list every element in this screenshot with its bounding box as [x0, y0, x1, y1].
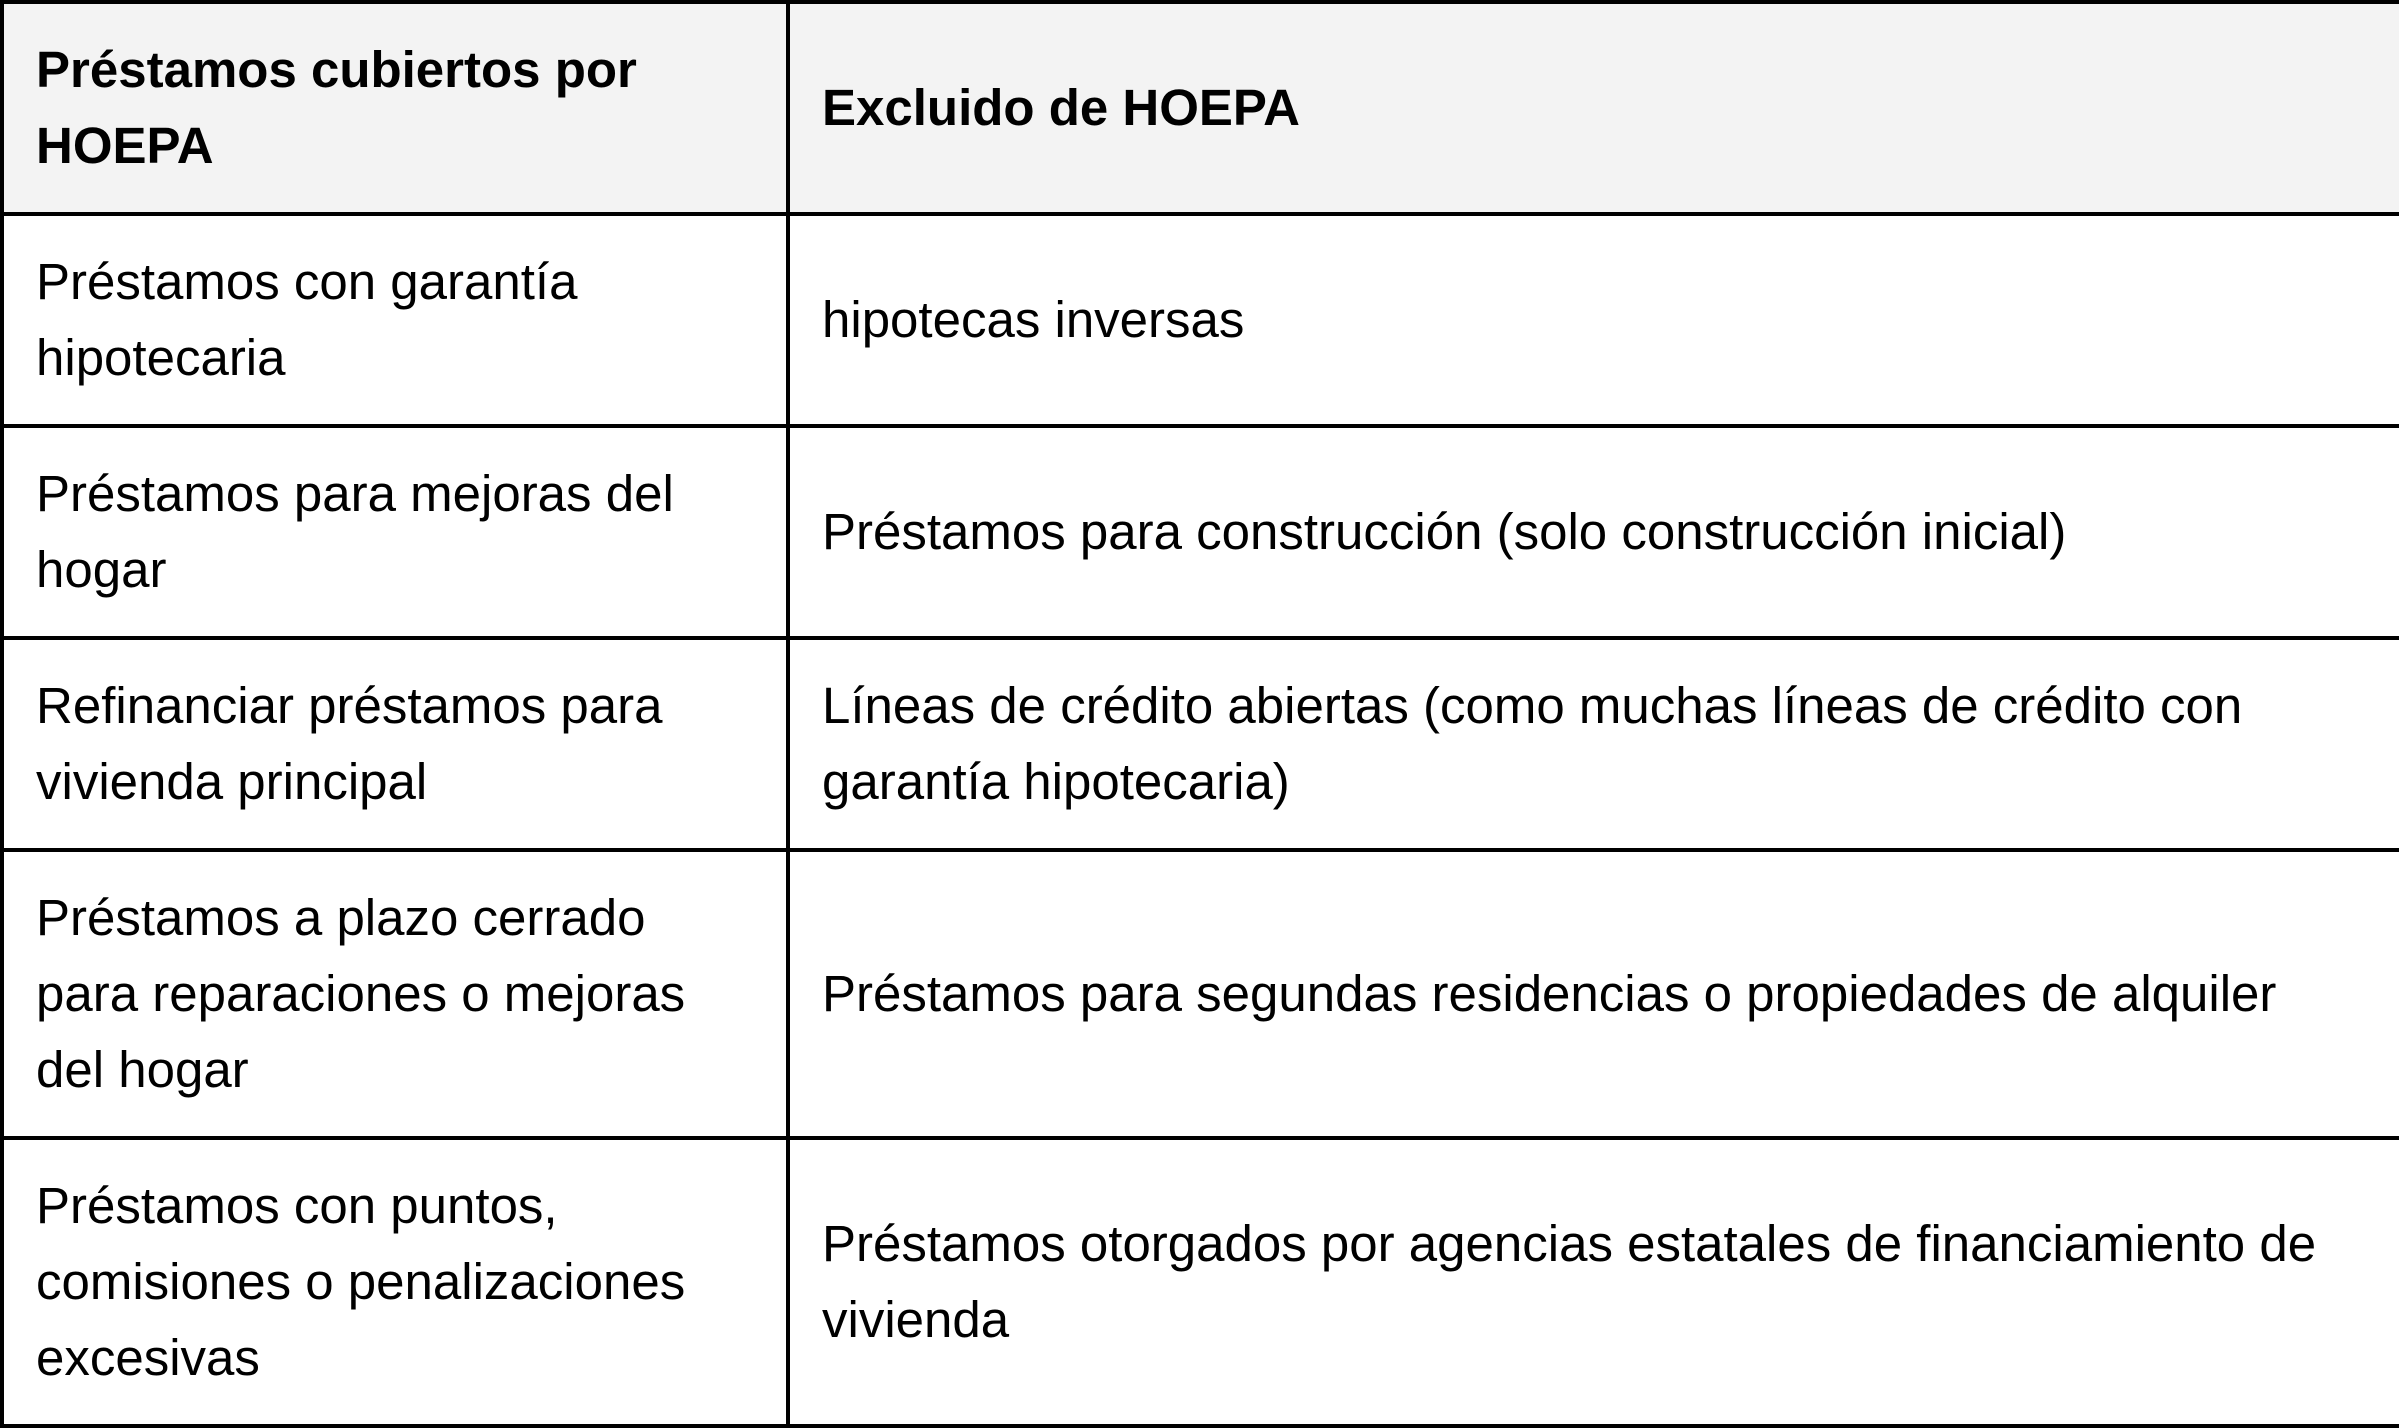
- covered-cell: Refinanciar préstamos para vivienda principal: [2, 638, 788, 850]
- excluded-cell: Préstamos otorgados por agencias estatales de financiamiento de vivienda: [788, 1138, 2399, 1426]
- excluded-cell: Préstamos para segundas residencias o propiedades de alquiler: [788, 850, 2399, 1138]
- header-excluded-loans: Excluido de HOEPA: [788, 2, 2399, 214]
- table-row: [2, 638, 2399, 850]
- table-header: [2, 2, 2399, 214]
- excluded-cell: Líneas de crédito abiertas (como muchas líneas de crédito con garantía hipotecaria): [788, 638, 2399, 850]
- excluded-cell: Préstamos para construcción (solo construcción inicial): [788, 426, 2399, 638]
- table-row: [2, 1138, 2399, 1426]
- header-covered-loans: Préstamos cubiertos por HOEPA: [2, 2, 788, 214]
- table-body: [2, 214, 2399, 1426]
- covered-cell: Préstamos a plazo cerrado para reparaciones o mejoras del hogar: [2, 850, 788, 1138]
- covered-cell: Préstamos con garantía hipotecaria: [2, 214, 788, 426]
- table-row: [2, 426, 2399, 638]
- table-row: [2, 850, 2399, 1138]
- table-row: [2, 214, 2399, 426]
- covered-cell: Préstamos con puntos, comisiones o penalizaciones excesivas: [2, 1138, 788, 1426]
- excluded-cell: hipotecas inversas: [788, 214, 2399, 426]
- covered-cell: Préstamos para mejoras del hogar: [2, 426, 788, 638]
- header-row: [2, 2, 2399, 214]
